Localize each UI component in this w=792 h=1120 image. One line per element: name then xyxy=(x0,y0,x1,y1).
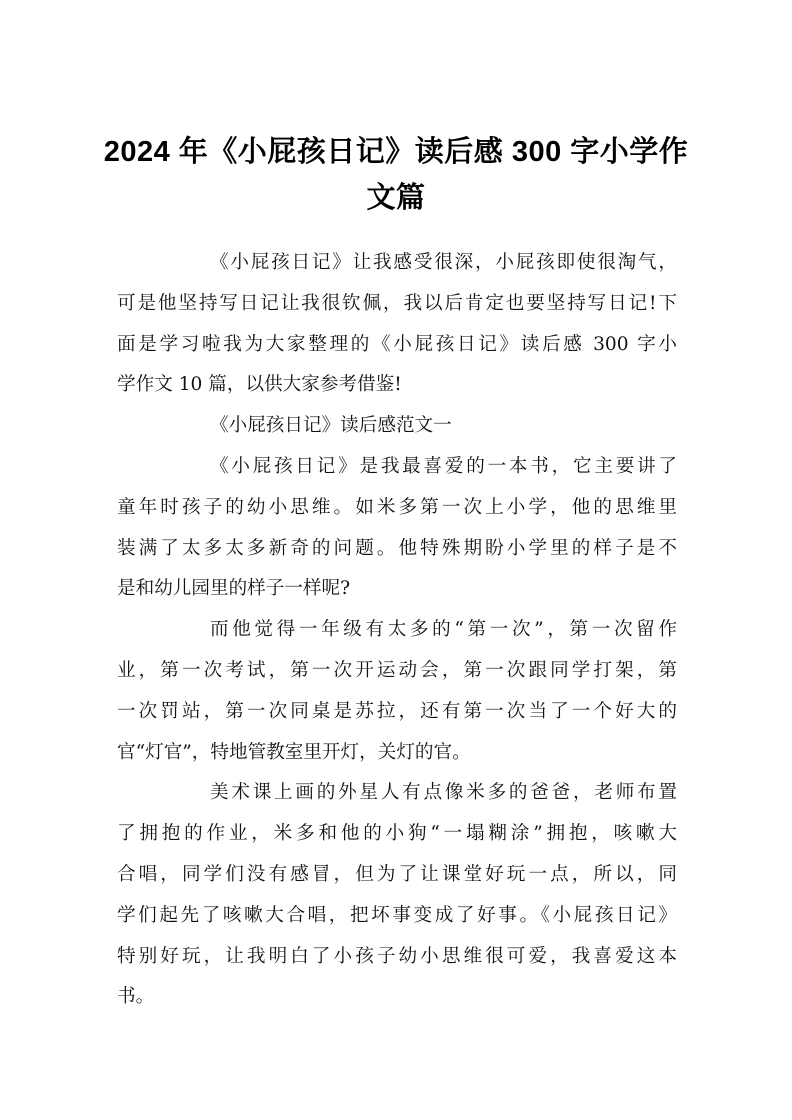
document-body xyxy=(117,243,677,1018)
paragraph-line: 特别好玩，让我明白了小孩子幼小思维很可爱，我喜爱这本 xyxy=(117,945,677,967)
paragraph-line: 书。 xyxy=(117,986,155,1008)
paragraph-intro-line: 可是他坚持写日记让我很钦佩，我以后肯定也要坚持写日记!下 xyxy=(117,292,677,314)
paragraph-intro-line: 《小屁孩日记》让我感受很深，小屁孩即使很淘气， xyxy=(210,252,677,273)
paragraph-intro-line: 面是学习啦我为大家整理的《小屁孩日记》读后感 300 字小 xyxy=(117,333,677,355)
paragraph-line: 了拥抱的作业，米多和他的小狗“一塌糊涂”拥抱，咳嗽大 xyxy=(117,823,677,845)
paragraph-line: 装满了太多太多新奇的问题。他特殊期盼小学里的样子是不 xyxy=(117,537,677,559)
paragraph-line: 合唱，同学们没有感冒，但为了让课堂好玩一点，所以，同 xyxy=(117,863,677,885)
paragraph-line: 一次罚站，第一次同桌是苏拉，还有第一次当了一个好大的 xyxy=(117,700,677,722)
paragraph-line: 学们起先了咳嗽大合唱，把坏事变成了好事。《小屁孩日记》 xyxy=(117,904,677,926)
document-title-line-1: 2024 年《小屁孩日记》读后感 300 字小学作 xyxy=(103,136,689,168)
paragraph-line: 童年时孩子的幼小思维。如米多第一次上小学，他的思维里 xyxy=(117,496,677,518)
section-heading: 《小屁孩日记》读后感范文一 xyxy=(210,415,452,437)
paragraph-line: 业，第一次考试，第一次开运动会，第一次跟同学打架，第 xyxy=(117,659,677,681)
paragraph-line: 美术课上画的外星人有点像米多的爸爸，老师布置 xyxy=(210,782,677,804)
paragraph-line: 是和幼儿园里的样子一样呢? xyxy=(117,578,351,600)
paragraph-intro-line: 学作文 10 篇，以供大家参考借鉴! xyxy=(117,374,402,396)
paragraph-line: 《小屁孩日记》是我最喜爱的一本书，它主要讲了 xyxy=(210,455,677,477)
paragraph-line: 而他觉得一年级有太多的“第一次”，第一次留作 xyxy=(210,619,677,641)
document-title-line-2: 文篇 xyxy=(366,182,426,214)
paragraph-line: 官“灯官”，特地管教室里开灯，关灯的官。 xyxy=(117,741,471,763)
